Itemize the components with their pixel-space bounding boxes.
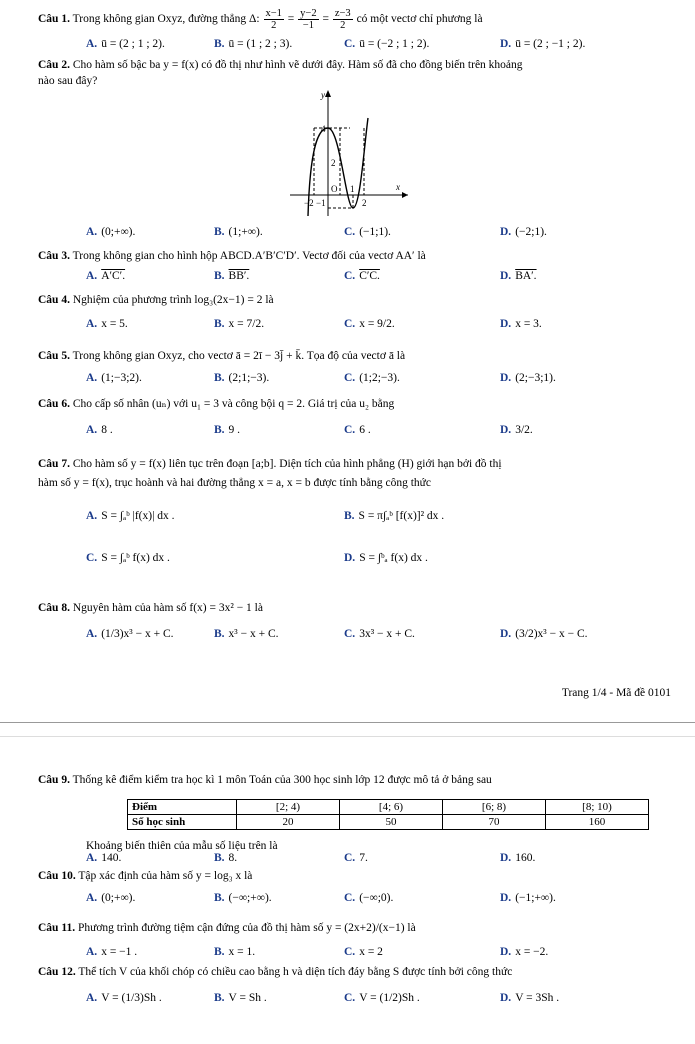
- option-c[interactable]: C. 7.: [344, 852, 368, 864]
- fraction: $\frac{z-3}{2}$: [334, 8, 351, 31]
- option-d[interactable]: D. 3/2.: [500, 424, 533, 436]
- q11-options: [0, 946, 695, 964]
- option-b[interactable]: B. V = Sh .: [214, 992, 267, 1004]
- option-a[interactable]: A. x = 5.: [86, 318, 128, 330]
- option-a[interactable]: A. 8 .: [86, 424, 113, 436]
- table-cell: [6; 8): [443, 800, 546, 815]
- option-c[interactable]: C. C′C.: [344, 270, 380, 282]
- table-cell: 20: [237, 815, 340, 830]
- tick-1: 1: [350, 184, 355, 194]
- question-10: Câu 10. Tập xác định của hàm số y = log₃ x là: [38, 870, 253, 882]
- frequency-table: [127, 799, 649, 830]
- q5-options: [0, 372, 695, 390]
- option-a[interactable]: A. (1/3)x³ − x + C.: [86, 628, 174, 640]
- option-a[interactable]: A. (0;+∞).: [86, 892, 136, 904]
- option-b[interactable]: B. x = 1.: [214, 946, 256, 958]
- option-d[interactable]: D. (−1;+∞).: [500, 892, 556, 904]
- table-row: [128, 800, 649, 815]
- question-3: Câu 3. Trong không gian cho hình hộp ABCD.A′B′C′D′. Vectơ đối của vectơ AA′ là: [38, 250, 426, 262]
- option-c[interactable]: C. (−1;1).: [344, 226, 391, 238]
- q4-options: [0, 318, 695, 336]
- option-b[interactable]: B. BB′.: [214, 270, 250, 282]
- question-6: Câu 6. Cho cấp số nhân (uₙ) với u₁ = 3 và công bội q = 2. Giá trị của u₂ bằng: [38, 398, 395, 410]
- option-b[interactable]: B. (2;1;−3).: [214, 372, 270, 384]
- option-d[interactable]: D. S = ∫ᵇₐ f(x) dx .: [344, 552, 428, 564]
- page-divider: [0, 722, 695, 723]
- table-cell: 70: [443, 815, 546, 830]
- table-row: [128, 815, 649, 830]
- tick-minus-2: −2: [304, 198, 314, 208]
- y-axis-label: y: [321, 90, 325, 100]
- page-divider-2: [0, 736, 695, 737]
- question-11: Câu 11. Phương trình đường tiệm cận đứng của đồ thị hàm số y = (2x+2)/(x−1) là: [38, 922, 416, 934]
- option-d[interactable]: D. 160.: [500, 852, 536, 864]
- question-9: Câu 9. Thống kê điểm kiểm tra học kì 1 môn Toán của 300 học sinh lớp 12 được mô tả ở bảng sau: [38, 774, 492, 786]
- question-2: Câu 2. Cho hàm số bậc ba y = f(x) có đồ thị như hình vẽ dưới đây. Hàm số đã cho đồng biến trên khoảng nào sau đây?: [38, 59, 523, 87]
- question-1: Câu 1. Trong không gian Oxyz, đường thẳng Δ: $\frac{x-1}{2}$ = $\frac{y-2}{-1}$ = $\frac{z-3}{2}$ có một vectơ chỉ phương là: [38, 8, 483, 31]
- table-cell: [4; 6): [340, 800, 443, 815]
- option-a[interactable]: A. (0;+∞).: [86, 226, 136, 238]
- q6-options: [0, 424, 695, 442]
- option-d[interactable]: D. (3/2)x³ − x − C.: [500, 628, 588, 640]
- fraction: $\frac{x-1}{2}$: [265, 8, 282, 31]
- option-b[interactable]: B. 8.: [214, 852, 238, 864]
- option-c[interactable]: C. V = (1/2)Sh .: [344, 992, 420, 1004]
- tick-4: 4: [321, 124, 326, 134]
- option-c[interactable]: C. (1;2;−3).: [344, 372, 400, 384]
- option-c[interactable]: C. S = ∫ₐᵇ f(x) dx .: [86, 552, 170, 564]
- question-5: Câu 5. Trong không gian Oxyz, cho vectơ ā = 2ī − 3j̄ + k̄. Tọa độ của vectơ ā là: [38, 350, 406, 362]
- option-a[interactable]: A. ū = (2 ; 1 ; 2).: [86, 38, 165, 50]
- q12-options: [0, 992, 695, 1010]
- question-4: Câu 4. Nghiệm của phương trình log₃(2x−1) = 2 là: [38, 294, 274, 306]
- option-b[interactable]: B. x = 7/2.: [214, 318, 265, 330]
- table-header: Điểm: [128, 800, 237, 815]
- table-cell: [8; 10): [546, 800, 649, 815]
- option-b[interactable]: B. 9 .: [214, 424, 241, 436]
- option-a[interactable]: A. x = −1 .: [86, 946, 138, 958]
- q1-options: [0, 38, 695, 56]
- option-b[interactable]: B. ū = (1 ; 2 ; 3).: [214, 38, 293, 50]
- option-b[interactable]: B. (−∞;+∞).: [214, 892, 272, 904]
- tick-2: 2: [331, 158, 336, 168]
- question-7: Câu 7. Cho hàm số y = f(x) liên tục trên đoạn [a;b]. Diện tích của hình phẳng (H) giới hạn bởi đồ thị hàm số y = f(x), trục hoành và hai đường thẳng x = a, x = b được tính bằng công thức: [38, 458, 502, 489]
- option-c[interactable]: C. ū = (−2 ; 1 ; 2).: [344, 38, 430, 50]
- q7-options-row2: [0, 552, 695, 570]
- option-d[interactable]: D. (2;−3;1).: [500, 372, 556, 384]
- option-c[interactable]: C. 6 .: [344, 424, 371, 436]
- option-c[interactable]: C. x = 9/2.: [344, 318, 395, 330]
- option-b[interactable]: B. x³ − x + C.: [214, 628, 279, 640]
- option-a[interactable]: A. S = ∫ₐᵇ |f(x)| dx .: [86, 510, 175, 522]
- cubic-graph: [288, 88, 410, 218]
- question-9-prompt: Khoảng biến thiên của mẫu số liệu trên là: [86, 840, 278, 852]
- q2-options: [0, 226, 695, 244]
- option-d[interactable]: D. (−2;1).: [500, 226, 547, 238]
- tick-minus-1: −1: [316, 198, 326, 208]
- table-cell: [2; 4): [237, 800, 340, 815]
- option-a[interactable]: A. 140.: [86, 852, 122, 864]
- q8-options: [0, 628, 695, 646]
- option-b[interactable]: B. S = π∫ₐᵇ [f(x)]² dx .: [344, 510, 445, 522]
- option-c[interactable]: C. 3x³ − x + C.: [344, 628, 415, 640]
- option-d[interactable]: D. x = −2.: [500, 946, 549, 958]
- option-c[interactable]: C. (−∞;0).: [344, 892, 394, 904]
- option-d[interactable]: D. ū = (2 ; −1 ; 2).: [500, 38, 586, 50]
- tick-2-x: 2: [362, 198, 367, 208]
- table-header: Số học sinh: [128, 815, 237, 830]
- option-c[interactable]: C. x = 2: [344, 946, 383, 958]
- table-cell: 160: [546, 815, 649, 830]
- q3-options: [0, 270, 695, 288]
- fraction: $\frac{y-2}{-1}$: [300, 8, 317, 31]
- question-12: Câu 12. Thể tích V của khối chóp có chiều cao bằng h và diện tích đáy bằng S được tính bởi công thức: [38, 966, 513, 978]
- option-a[interactable]: A. A′C′.: [86, 270, 126, 282]
- option-d[interactable]: D. x = 3.: [500, 318, 542, 330]
- option-d[interactable]: D. V = 3Sh .: [500, 992, 560, 1004]
- option-a[interactable]: A. (1;−3;2).: [86, 372, 142, 384]
- page-footer: Trang 1/4 - Mã đề 0101: [561, 687, 671, 699]
- table-cell: 50: [340, 815, 443, 830]
- q10-options: [0, 892, 695, 910]
- origin-label: O: [331, 184, 338, 194]
- option-b[interactable]: B. (1;+∞).: [214, 226, 263, 238]
- x-axis-label: x: [396, 182, 400, 192]
- option-a[interactable]: A. V = (1/3)Sh .: [86, 992, 162, 1004]
- question-8: Câu 8. Nguyên hàm của hàm số f(x) = 3x² − 1 là: [38, 602, 263, 614]
- option-d[interactable]: D. BA′.: [500, 270, 537, 282]
- q7-options-row1: [0, 510, 695, 528]
